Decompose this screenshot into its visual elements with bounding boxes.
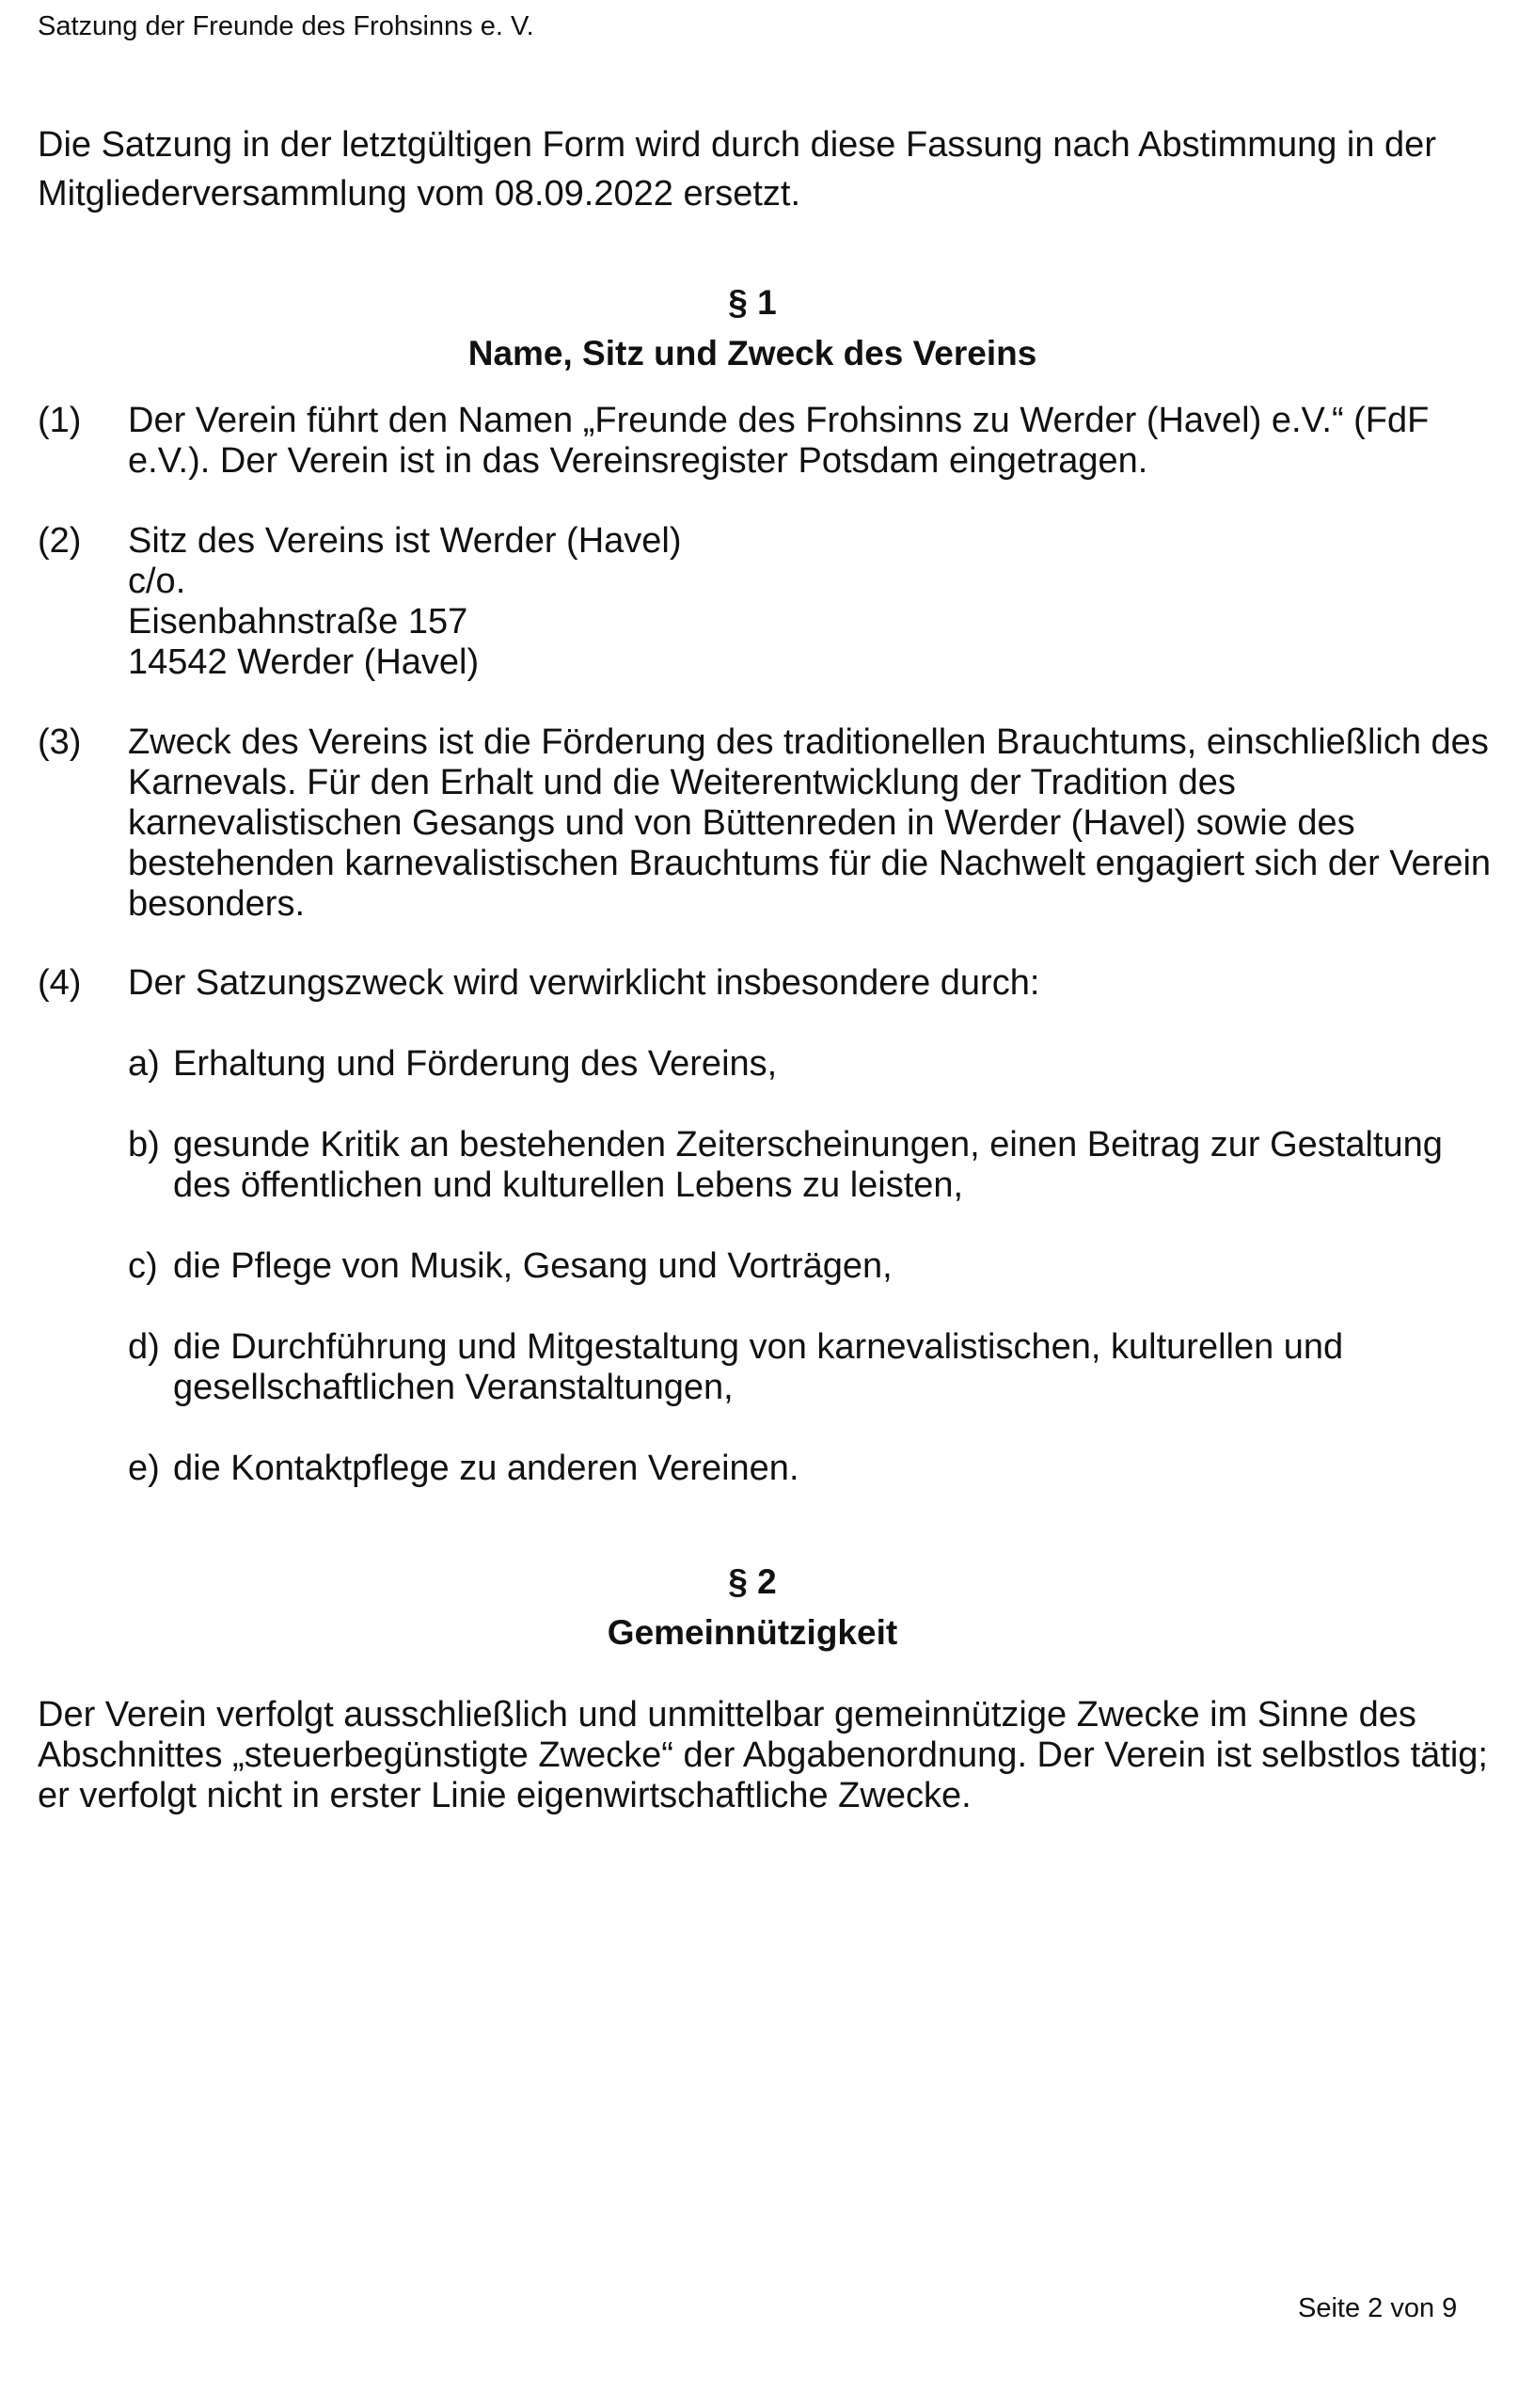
section-number: § 1 [728,283,777,322]
paragraph-line: bestehenden karnevalistischen Brauchtums für die Nachwelt engagiert sich der Verein [128,844,1492,883]
list-line: die Pflege von Musik, Gesang und Vorträgen, [173,1246,893,1286]
list-line: Erhaltung und Förderung des Vereins, [173,1044,778,1084]
paragraph-line: besonders. [128,884,306,924]
paragraph-line: Der Verein verfolgt ausschließlich und unmittelbar gemeinnützige Zwecke im Sinne des [38,1695,1416,1735]
paragraph-content [128,521,1501,683]
paragraph-content [128,722,1501,925]
list-label: c) [128,1246,158,1286]
section-2-heading [0,1557,1505,1658]
list-text [173,1327,1471,1408]
list-line: gesunde Kritik an bestehenden Zeiterscheinungen, einen Beitrag zur Gestaltung [173,1125,1443,1164]
paragraph-line: Karnevals. Für den Erhalt und die Weiterentwicklung der Tradition des [128,763,1236,802]
list-label: d) [128,1327,160,1367]
list-line: die Durchführung und Mitgestaltung von karnevalistischen, kulturellen und [173,1327,1344,1367]
intro-text [38,120,1486,218]
paragraph-content [128,963,1501,1004]
list-text [173,1044,1471,1085]
paragraph-line: Der Verein führt den Namen „Freunde des Frohsinns zu Werder (Havel) e.V.“ (FdF [128,401,1430,440]
list-line: gesellschaftlichen Veranstaltungen, [173,1368,734,1407]
paragraph-line: karnevalistischen Gesangs und von Büttenreden in Werder (Havel) sowie des [128,803,1355,843]
paragraph-line: Zweck des Vereins ist die Förderung des traditionellen Brauchtums, einschließlich des [128,722,1489,762]
page-number: Seite 2 von 9 [1298,2293,1458,2323]
list-text [173,1125,1471,1206]
section-title: Gemeinnützigkeit [607,1613,898,1652]
section-2-text [38,1695,1505,1816]
paragraph-line: Der Satzungszweck wird verwirklicht insbesondere durch: [128,963,1040,1003]
list-label: a) [128,1044,160,1084]
paragraph-number: (3) [38,722,82,762]
list-label: e) [128,1449,160,1488]
section-title: Name, Sitz und Zweck des Vereins [467,334,1037,372]
paragraph-number: (1) [38,401,82,440]
paragraph-content [128,401,1501,482]
section-number: § 2 [728,1562,777,1601]
list-text [173,1246,1471,1287]
intro-line: Die Satzung in der letztgültigen Form wird durch diese Fassung nach Abstimmung in der [38,125,1436,165]
paragraph-number: (2) [38,521,82,561]
list-line: die Kontaktpflege zu anderen Vereinen. [173,1449,799,1488]
paragraph-line: c/o. [128,562,186,601]
paragraph-line: Eisenbahnstraße 157 [128,602,468,642]
paragraph-number: (4) [38,963,82,1003]
paragraph-line: er verfolgt nicht in erster Linie eigenwirtschaftliche Zwecke. [38,1776,972,1815]
list-line: des öffentlichen und kulturellen Lebens zu leisten, [173,1165,964,1205]
paragraph-line: Sitz des Vereins ist Werder (Havel) [128,521,682,561]
list-label: b) [128,1125,160,1164]
page-header: Satzung der Freunde des Frohsinns e. V. [38,11,534,41]
paragraph-line: 14542 Werder (Havel) [128,642,480,682]
list-text [173,1449,1471,1489]
paragraph-line: Abschnittes „steuerbegünstigte Zwecke“ der Abgabenordnung. Der Verein ist selbstlos tätig; [38,1735,1488,1775]
section-1-heading [0,277,1505,379]
paragraph-line: e.V.). Der Verein ist in das Vereinsregister Potsdam eingetragen. [128,441,1148,481]
intro-line: Mitgliederversammlung vom 08.09.2022 ersetzt. [38,174,801,214]
